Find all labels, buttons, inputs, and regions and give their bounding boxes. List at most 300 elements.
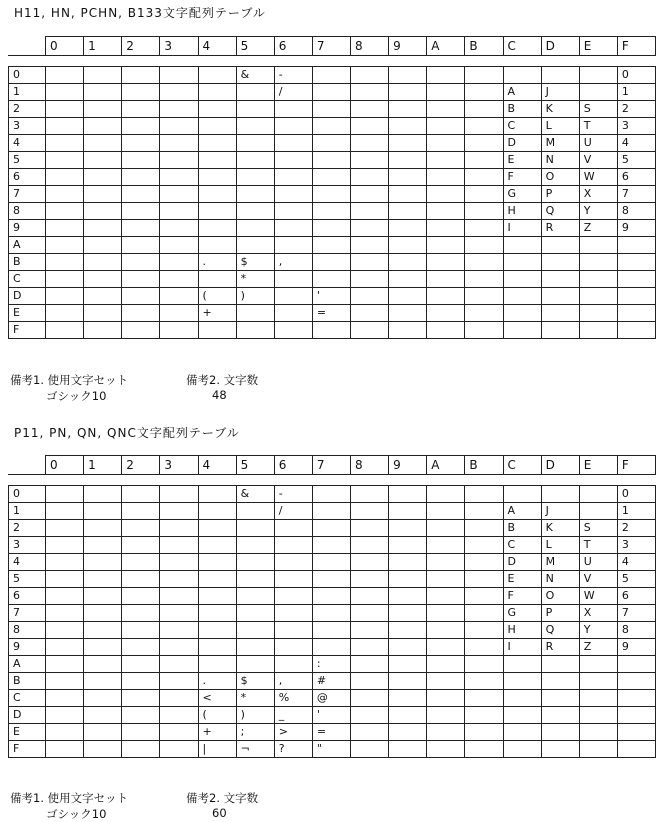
row-header: 5 — [9, 571, 46, 588]
char-cell — [46, 101, 84, 118]
char-cell — [236, 554, 274, 571]
char-cell — [84, 305, 122, 322]
char-cell — [351, 67, 389, 84]
char-cell — [236, 305, 274, 322]
char-cell — [351, 605, 389, 622]
table-row — [9, 67, 656, 84]
row-header: 7 — [9, 605, 46, 622]
char-cell — [122, 220, 160, 237]
char-cell — [427, 656, 465, 673]
char-cell — [274, 537, 312, 554]
char-cell — [427, 322, 465, 339]
char-cell — [160, 84, 198, 101]
char-cell — [503, 724, 541, 741]
char-cell — [351, 554, 389, 571]
char-cell — [351, 520, 389, 537]
char-cell — [465, 673, 503, 690]
char-cell — [389, 186, 427, 203]
char-cell — [312, 520, 350, 537]
char-cell: I — [503, 639, 541, 656]
char-cell: D — [503, 135, 541, 152]
char-cell — [465, 152, 503, 169]
char-cell: ; — [236, 724, 274, 741]
char-cell: V — [579, 152, 617, 169]
char-cell — [312, 571, 350, 588]
char-cell — [427, 503, 465, 520]
char-cell — [351, 588, 389, 605]
char-cell: R — [541, 639, 579, 656]
char-cell — [122, 288, 160, 305]
char-cell: 0 — [617, 67, 655, 84]
char-cell — [503, 486, 541, 503]
char-cell: S — [579, 101, 617, 118]
char-cell — [84, 622, 122, 639]
char-cell — [465, 254, 503, 271]
char-cell — [312, 220, 350, 237]
char-cell: 9 — [617, 220, 655, 237]
char-cell: . — [198, 673, 236, 690]
column-header: B — [465, 37, 503, 56]
char-cell: R — [541, 220, 579, 237]
char-cell — [122, 503, 160, 520]
char-cell — [389, 118, 427, 135]
note-2-value: 60 — [212, 806, 227, 820]
table-1-title: H11, HN, PCHN, B133文字配列テーブル — [14, 6, 266, 20]
char-cell — [503, 237, 541, 254]
char-cell — [579, 288, 617, 305]
char-cell — [122, 741, 160, 758]
char-cell — [465, 537, 503, 554]
char-cell — [84, 152, 122, 169]
char-cell — [465, 84, 503, 101]
row-header: 6 — [9, 169, 46, 186]
char-cell — [541, 67, 579, 84]
char-cell — [160, 673, 198, 690]
char-cell — [312, 271, 350, 288]
char-cell — [351, 203, 389, 220]
char-cell: 7 — [617, 605, 655, 622]
char-cell — [351, 254, 389, 271]
row-header: C — [9, 690, 46, 707]
char-cell — [427, 203, 465, 220]
char-cell — [198, 67, 236, 84]
char-cell: - — [274, 486, 312, 503]
row-header: 1 — [9, 84, 46, 101]
char-cell — [84, 605, 122, 622]
char-cell — [122, 622, 160, 639]
char-cell: Q — [541, 622, 579, 639]
char-cell — [389, 537, 427, 554]
char-cell: I — [503, 220, 541, 237]
char-cell — [160, 186, 198, 203]
row-header: 8 — [9, 622, 46, 639]
char-cell: 7 — [617, 186, 655, 203]
char-cell — [427, 622, 465, 639]
row-header: 4 — [9, 135, 46, 152]
char-cell — [389, 503, 427, 520]
char-cell: < — [198, 690, 236, 707]
row-header: C — [9, 271, 46, 288]
column-header: 4 — [198, 37, 236, 56]
table-row — [9, 588, 656, 605]
row-header: 3 — [9, 118, 46, 135]
char-cell — [46, 118, 84, 135]
char-cell: + — [198, 724, 236, 741]
char-cell — [274, 101, 312, 118]
char-cell: E — [503, 152, 541, 169]
char-cell — [46, 622, 84, 639]
column-header: E — [579, 37, 617, 56]
char-cell — [579, 67, 617, 84]
spacer-row — [9, 56, 656, 67]
char-cell: D — [503, 554, 541, 571]
note-2-label: 備考2. 文字数 — [186, 791, 259, 805]
char-cell — [274, 237, 312, 254]
char-cell — [465, 554, 503, 571]
char-cell: F — [503, 588, 541, 605]
char-cell — [160, 203, 198, 220]
char-cell — [46, 486, 84, 503]
char-cell — [465, 503, 503, 520]
char-cell — [236, 656, 274, 673]
char-cell — [198, 622, 236, 639]
char-cell — [274, 520, 312, 537]
char-cell — [427, 724, 465, 741]
row-header: 8 — [9, 203, 46, 220]
char-cell — [84, 186, 122, 203]
char-cell — [351, 186, 389, 203]
char-cell — [84, 656, 122, 673]
char-cell: _ — [274, 707, 312, 724]
char-cell — [465, 588, 503, 605]
char-cell — [84, 84, 122, 101]
char-cell — [122, 571, 160, 588]
char-cell — [617, 673, 655, 690]
char-cell — [160, 118, 198, 135]
table-row — [9, 673, 656, 690]
char-cell: = — [312, 724, 350, 741]
char-cell — [160, 622, 198, 639]
char-cell — [84, 537, 122, 554]
char-cell — [122, 254, 160, 271]
table-row — [9, 690, 656, 707]
char-cell — [389, 656, 427, 673]
char-cell: V — [579, 571, 617, 588]
char-cell — [427, 254, 465, 271]
column-header: 5 — [236, 456, 274, 475]
char-cell — [579, 724, 617, 741]
char-cell — [236, 118, 274, 135]
char-cell — [617, 656, 655, 673]
char-cell — [312, 639, 350, 656]
char-cell — [160, 152, 198, 169]
char-cell — [274, 554, 312, 571]
char-cell — [160, 322, 198, 339]
char-cell: W — [579, 169, 617, 186]
table-row — [9, 707, 656, 724]
char-cell: # — [312, 673, 350, 690]
char-cell — [312, 622, 350, 639]
char-cell — [312, 503, 350, 520]
row-header: B — [9, 254, 46, 271]
row-header: A — [9, 237, 46, 254]
char-cell — [427, 571, 465, 588]
char-cell — [160, 101, 198, 118]
char-cell — [312, 186, 350, 203]
char-cell — [427, 169, 465, 186]
char-cell — [312, 322, 350, 339]
char-cell — [541, 690, 579, 707]
char-cell — [274, 135, 312, 152]
char-cell — [312, 203, 350, 220]
char-cell — [122, 690, 160, 707]
char-cell — [465, 118, 503, 135]
char-cell — [427, 118, 465, 135]
char-cell — [465, 690, 503, 707]
table-row — [9, 305, 656, 322]
char-cell — [503, 288, 541, 305]
note-1-label: 備考1. 使用文字セット — [10, 373, 129, 387]
char-cell: $ — [236, 254, 274, 271]
char-cell — [122, 186, 160, 203]
char-cell — [465, 305, 503, 322]
char-cell — [84, 554, 122, 571]
char-cell: O — [541, 169, 579, 186]
char-cell: 5 — [617, 571, 655, 588]
char-cell: T — [579, 118, 617, 135]
char-cell — [46, 169, 84, 186]
char-cell — [160, 254, 198, 271]
table-row — [9, 186, 656, 203]
char-cell — [351, 305, 389, 322]
char-cell — [389, 84, 427, 101]
char-cell: 0 — [617, 486, 655, 503]
char-cell — [312, 101, 350, 118]
char-cell — [427, 237, 465, 254]
char-cell — [84, 486, 122, 503]
char-cell — [465, 656, 503, 673]
char-cell — [541, 486, 579, 503]
char-cell — [160, 486, 198, 503]
char-cell — [46, 305, 84, 322]
char-cell — [389, 203, 427, 220]
row-header: E — [9, 724, 46, 741]
char-cell — [389, 724, 427, 741]
char-cell — [236, 520, 274, 537]
char-cell — [122, 673, 160, 690]
char-cell — [427, 690, 465, 707]
char-cell — [122, 135, 160, 152]
char-cell — [122, 724, 160, 741]
char-cell — [465, 724, 503, 741]
char-cell — [351, 271, 389, 288]
column-header: A — [427, 456, 465, 475]
table-row — [9, 639, 656, 656]
column-header: 3 — [160, 37, 198, 56]
table-row — [9, 605, 656, 622]
char-cell — [579, 503, 617, 520]
char-cell — [160, 724, 198, 741]
char-cell — [236, 322, 274, 339]
char-cell — [46, 288, 84, 305]
char-cell — [274, 203, 312, 220]
char-cell — [46, 537, 84, 554]
column-header: B — [465, 456, 503, 475]
char-cell — [84, 118, 122, 135]
char-cell — [46, 571, 84, 588]
char-cell — [84, 707, 122, 724]
char-cell: 4 — [617, 554, 655, 571]
char-cell: A — [503, 84, 541, 101]
char-cell: G — [503, 605, 541, 622]
char-cell — [465, 203, 503, 220]
char-cell: L — [541, 537, 579, 554]
char-cell: = — [312, 305, 350, 322]
char-cell — [274, 118, 312, 135]
char-cell: 1 — [617, 503, 655, 520]
char-cell — [579, 673, 617, 690]
char-cell — [46, 322, 84, 339]
char-cell — [84, 690, 122, 707]
char-cell — [122, 520, 160, 537]
table-row — [9, 503, 656, 520]
char-table-2 — [8, 455, 656, 758]
char-cell — [198, 84, 236, 101]
char-cell: ¬ — [236, 741, 274, 758]
char-cell: 5 — [617, 152, 655, 169]
column-header: 7 — [312, 37, 350, 56]
char-cell — [465, 605, 503, 622]
char-cell — [389, 305, 427, 322]
char-cell — [351, 707, 389, 724]
char-cell: , — [274, 673, 312, 690]
column-header-row — [9, 456, 656, 475]
char-cell — [122, 554, 160, 571]
char-cell — [503, 741, 541, 758]
char-cell — [541, 656, 579, 673]
row-header: 0 — [9, 67, 46, 84]
char-cell: 4 — [617, 135, 655, 152]
char-cell — [236, 571, 274, 588]
char-cell: 3 — [617, 118, 655, 135]
row-header: 1 — [9, 503, 46, 520]
char-cell: K — [541, 101, 579, 118]
column-header: 9 — [389, 456, 427, 475]
char-cell — [389, 486, 427, 503]
char-cell — [465, 571, 503, 588]
char-cell — [274, 571, 312, 588]
column-header: 8 — [351, 37, 389, 56]
char-cell — [389, 322, 427, 339]
char-cell — [160, 741, 198, 758]
char-cell: > — [274, 724, 312, 741]
char-cell: % — [274, 690, 312, 707]
char-cell — [617, 741, 655, 758]
table-row — [9, 118, 656, 135]
char-cell — [198, 135, 236, 152]
char-cell — [465, 707, 503, 724]
column-header: 7 — [312, 456, 350, 475]
char-cell — [198, 322, 236, 339]
char-cell: C — [503, 537, 541, 554]
char-cell — [389, 707, 427, 724]
table-row — [9, 322, 656, 339]
char-cell: & — [236, 486, 274, 503]
char-cell — [46, 554, 84, 571]
char-cell — [46, 203, 84, 220]
char-cell — [351, 690, 389, 707]
char-cell — [274, 322, 312, 339]
table-row — [9, 622, 656, 639]
char-cell — [84, 588, 122, 605]
table-row — [9, 520, 656, 537]
column-header: 5 — [236, 37, 274, 56]
char-cell — [617, 322, 655, 339]
char-cell — [46, 741, 84, 758]
char-cell: M — [541, 554, 579, 571]
row-header: F — [9, 741, 46, 758]
char-cell: C — [503, 118, 541, 135]
char-cell — [427, 101, 465, 118]
char-cell — [389, 520, 427, 537]
table-row — [9, 724, 656, 741]
char-cell — [389, 605, 427, 622]
char-cell — [465, 271, 503, 288]
char-cell — [427, 588, 465, 605]
char-cell — [389, 135, 427, 152]
char-cell — [198, 203, 236, 220]
note-1-value: ゴシック10 — [46, 389, 107, 403]
table-row — [9, 554, 656, 571]
note-2-value: 48 — [212, 388, 227, 402]
char-cell — [617, 707, 655, 724]
char-cell — [160, 169, 198, 186]
char-cell — [198, 220, 236, 237]
char-cell — [160, 305, 198, 322]
char-cell: T — [579, 537, 617, 554]
char-cell — [465, 186, 503, 203]
table-row — [9, 486, 656, 503]
char-cell — [465, 741, 503, 758]
table-row — [9, 271, 656, 288]
char-cell — [541, 271, 579, 288]
char-cell — [389, 622, 427, 639]
char-cell — [541, 254, 579, 271]
char-cell: K — [541, 520, 579, 537]
char-cell: M — [541, 135, 579, 152]
char-cell — [236, 588, 274, 605]
char-cell: 2 — [617, 101, 655, 118]
char-cell — [198, 271, 236, 288]
char-cell — [160, 571, 198, 588]
char-cell — [122, 707, 160, 724]
char-cell: & — [236, 67, 274, 84]
char-cell — [122, 537, 160, 554]
char-cell — [46, 605, 84, 622]
char-cell — [122, 84, 160, 101]
char-cell — [84, 724, 122, 741]
char-cell — [427, 135, 465, 152]
char-cell — [198, 237, 236, 254]
char-cell — [351, 152, 389, 169]
char-cell — [46, 503, 84, 520]
char-cell — [465, 288, 503, 305]
char-cell: ) — [236, 707, 274, 724]
char-cell — [274, 152, 312, 169]
char-cell — [503, 322, 541, 339]
char-cell — [312, 486, 350, 503]
char-cell — [236, 186, 274, 203]
